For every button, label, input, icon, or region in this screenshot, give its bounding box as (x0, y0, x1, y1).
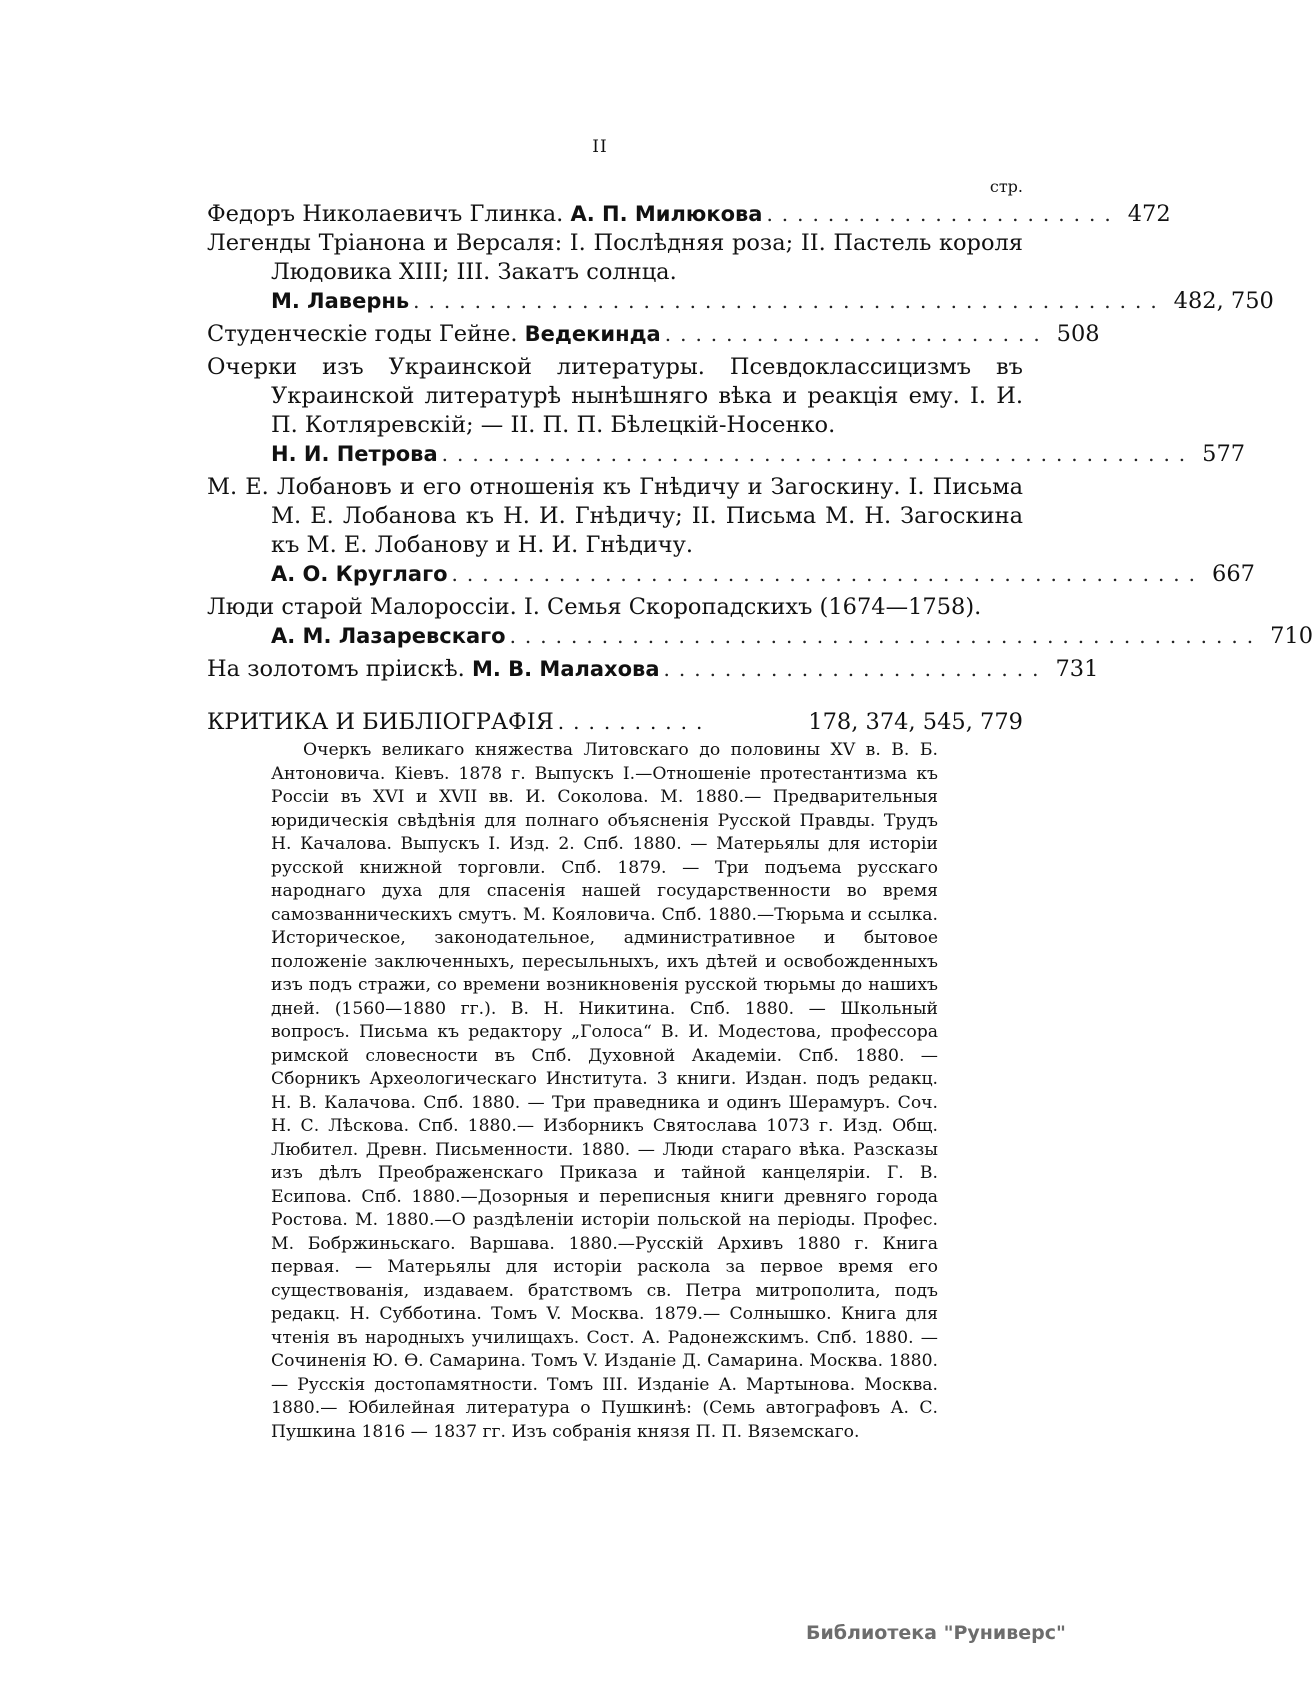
toc-entry-tail (207, 287, 1274, 316)
leader-dots: ......................... (663, 657, 1048, 681)
toc-entry-author: М. Лавернь (271, 289, 410, 313)
toc-entry-pages: 667 (1212, 561, 1255, 587)
toc-entry-pages: 731 (1055, 656, 1099, 682)
toc-entry-author: А. М. Лазаревскаго (271, 624, 506, 648)
leader-dots: ................................................. (413, 289, 1166, 313)
toc-entry-author: М. В. Малахова (471, 657, 660, 681)
toc-entry-title: Легенды Тріанона и Версаля: І. Послѣдняя роза; II. Пастель короля Людовика XIII; III. Закатъ солнца. (207, 230, 1023, 285)
toc-entry-title: Люди старой Малороссіи. I. Семья Скоропадскихъ (1674—1758). (207, 594, 982, 620)
toc-entry-title: М. Е. Лобановъ и его отношенія къ Гнѣдичу и Загоскину. I. Письма М. Е. Лобанова къ Н. И. Гнѣдичу; II. Письма М. Н. Загоскина къ М. Е. Лобанову и Н. И. Гнѣдичу. (207, 474, 1023, 558)
bibliography-list: Очеркъ великаго княжества Литовскаго до половины XV в. В. Б. Антоновича. Кіевъ. 1878 г. Выпускъ I.—Отношеніе протестантизма къ Россіи въ XVI и XVII вв. И. Соколова. М. 1880.— Предварительныя юридическія свѣдѣнія для полнаго объясненія Русской Правды. Трудъ Н. Качалова. Выпускъ I. Изд. 2. Спб. 1880. — Матерьялы для исторіи русской книжной торговли. Спб. 1879. — Три подъема русскаго народнаго духа для спасенія нашей государственности во время самозванническихъ смутъ. М. Кояловича. Спб. 1880.—Тюрьма и ссылка. Историческое, законодательное, административное и бытовое положеніе заключенныхъ, пересыльныхъ, ихъ дѣтей и освобожденныхъ изъ подъ стражи, со времени возникновенія русской тюрьмы до нашихъ дней. (1560—1880 гг.). В. Н. Никитина. Спб. 1880. — Школьный вопросъ. Письма къ редактору „Голоса“ В. И. Модестова, профессора римской словесности въ Спб. Духовной Академіи. Спб. 1880. — Сборникъ Археологическаго Института. 3 книги. Издан. подъ редакц. Н. В. Калачова. Спб. 1880. — Три праведника и одинъ Шерамуръ. Соч. Н. С. Лѣскова. Спб. 1880.— Изборникъ Святослава 1073 г. Изд. Общ. Любител. Древн. Письменности. 1880. — Люди стараго вѣка. Разсказы изъ дѣлъ Преображенскаго Приказа и тайной канцеляріи. Г. В. Есипова. Спб. 1880.—Дозорныя и переписныя книги древняго города Ростова. М. 1880.—О раздѣленіи исторіи польской на періоды. Профес. М. Бобржиньскаго. Варшава. 1880.—Русскій Архивъ 1880 г. Книга первая. — Матерьялы для исторіи раскола за первое время его существованія, издаваем. братствомъ св. Петра митрополита, подъ редакц. Н. Субботина. Томъ V. Москва. 1879.— Солнышко. Книга для чтенія въ народныхъ училищахъ. Сост. А. Радонежскимъ. Спб. 1880. — Сочиненія Ю. Ѳ. Самарина. Томъ V. Изданіе Д. Самарина. Москва. 1880. — Русскія достопамятности. Томъ III. Изданіе А. Мартынова. Москва. 1880.— Юбилейная литература о Пушкинѣ: (Семь автографовъ А. С. Пушкина 1816 — 1837 гг. Изъ собранія князя П. П. Вяземскаго. (271, 740, 938, 1442)
leader-dots: ................................................. (451, 562, 1205, 586)
toc-entry-tail (207, 622, 1313, 651)
leader-dots: ....................... (766, 202, 1120, 226)
toc-entry-author: А. О. Круглаго (271, 562, 448, 586)
leader-dots: ................................................. (441, 442, 1195, 466)
toc-entry (207, 593, 1023, 622)
toc-entry-title: Студенческіе годы Гейне. (207, 321, 518, 347)
toc-entry-tail (207, 560, 1255, 589)
toc-entry-author: Н. И. Петрова (271, 442, 438, 466)
table-of-contents (207, 200, 1313, 1444)
leader-dots: ......................... (664, 322, 1049, 346)
toc-entry-title: Федоръ Николаевичъ Глинка. (207, 201, 564, 227)
toc-entry-title: Очерки изъ Украинской литературы. Псевдоклассицизмъ въ Украинской литературѣ нынѣшняго вѣка и реакція ему. I. И. П. Котляревскій; — II. П. П. Бѣлецкій-Носенко. (207, 354, 1023, 438)
section-pages: 178, 374, 545, 779 (808, 709, 1023, 735)
toc-entry-pages: 710 (1270, 623, 1313, 649)
page-column-label: стр. (989, 177, 1023, 196)
toc-entry-pages: 482, 750 (1173, 288, 1274, 314)
page-number: II (592, 137, 608, 157)
toc-entry (207, 229, 1023, 287)
toc-entry-author: Ведекинда (524, 322, 661, 346)
toc-entry-author: А. П. Милюкова (570, 202, 763, 226)
toc-entry-pages: 508 (1056, 321, 1100, 347)
toc-entry (207, 320, 1100, 349)
toc-entry-title: На золотомъ пріискѣ. (207, 656, 465, 682)
leader-dots: ................................................. (509, 624, 1263, 648)
toc-entry-pages: 577 (1202, 441, 1246, 467)
section-title: КРИТИКА И БИБЛІОГРАФІЯ (207, 709, 554, 735)
toc-entry (207, 473, 1023, 560)
toc-entry (207, 655, 1099, 684)
toc-entry (207, 200, 1171, 229)
toc-entry (207, 353, 1023, 440)
toc-entry-tail (207, 440, 1246, 469)
leader-dots: .......... (557, 710, 712, 734)
library-watermark: Библиотека "Руниверс" (806, 1622, 1066, 1644)
section-heading (207, 708, 1023, 737)
toc-entry-pages: 472 (1127, 201, 1171, 227)
